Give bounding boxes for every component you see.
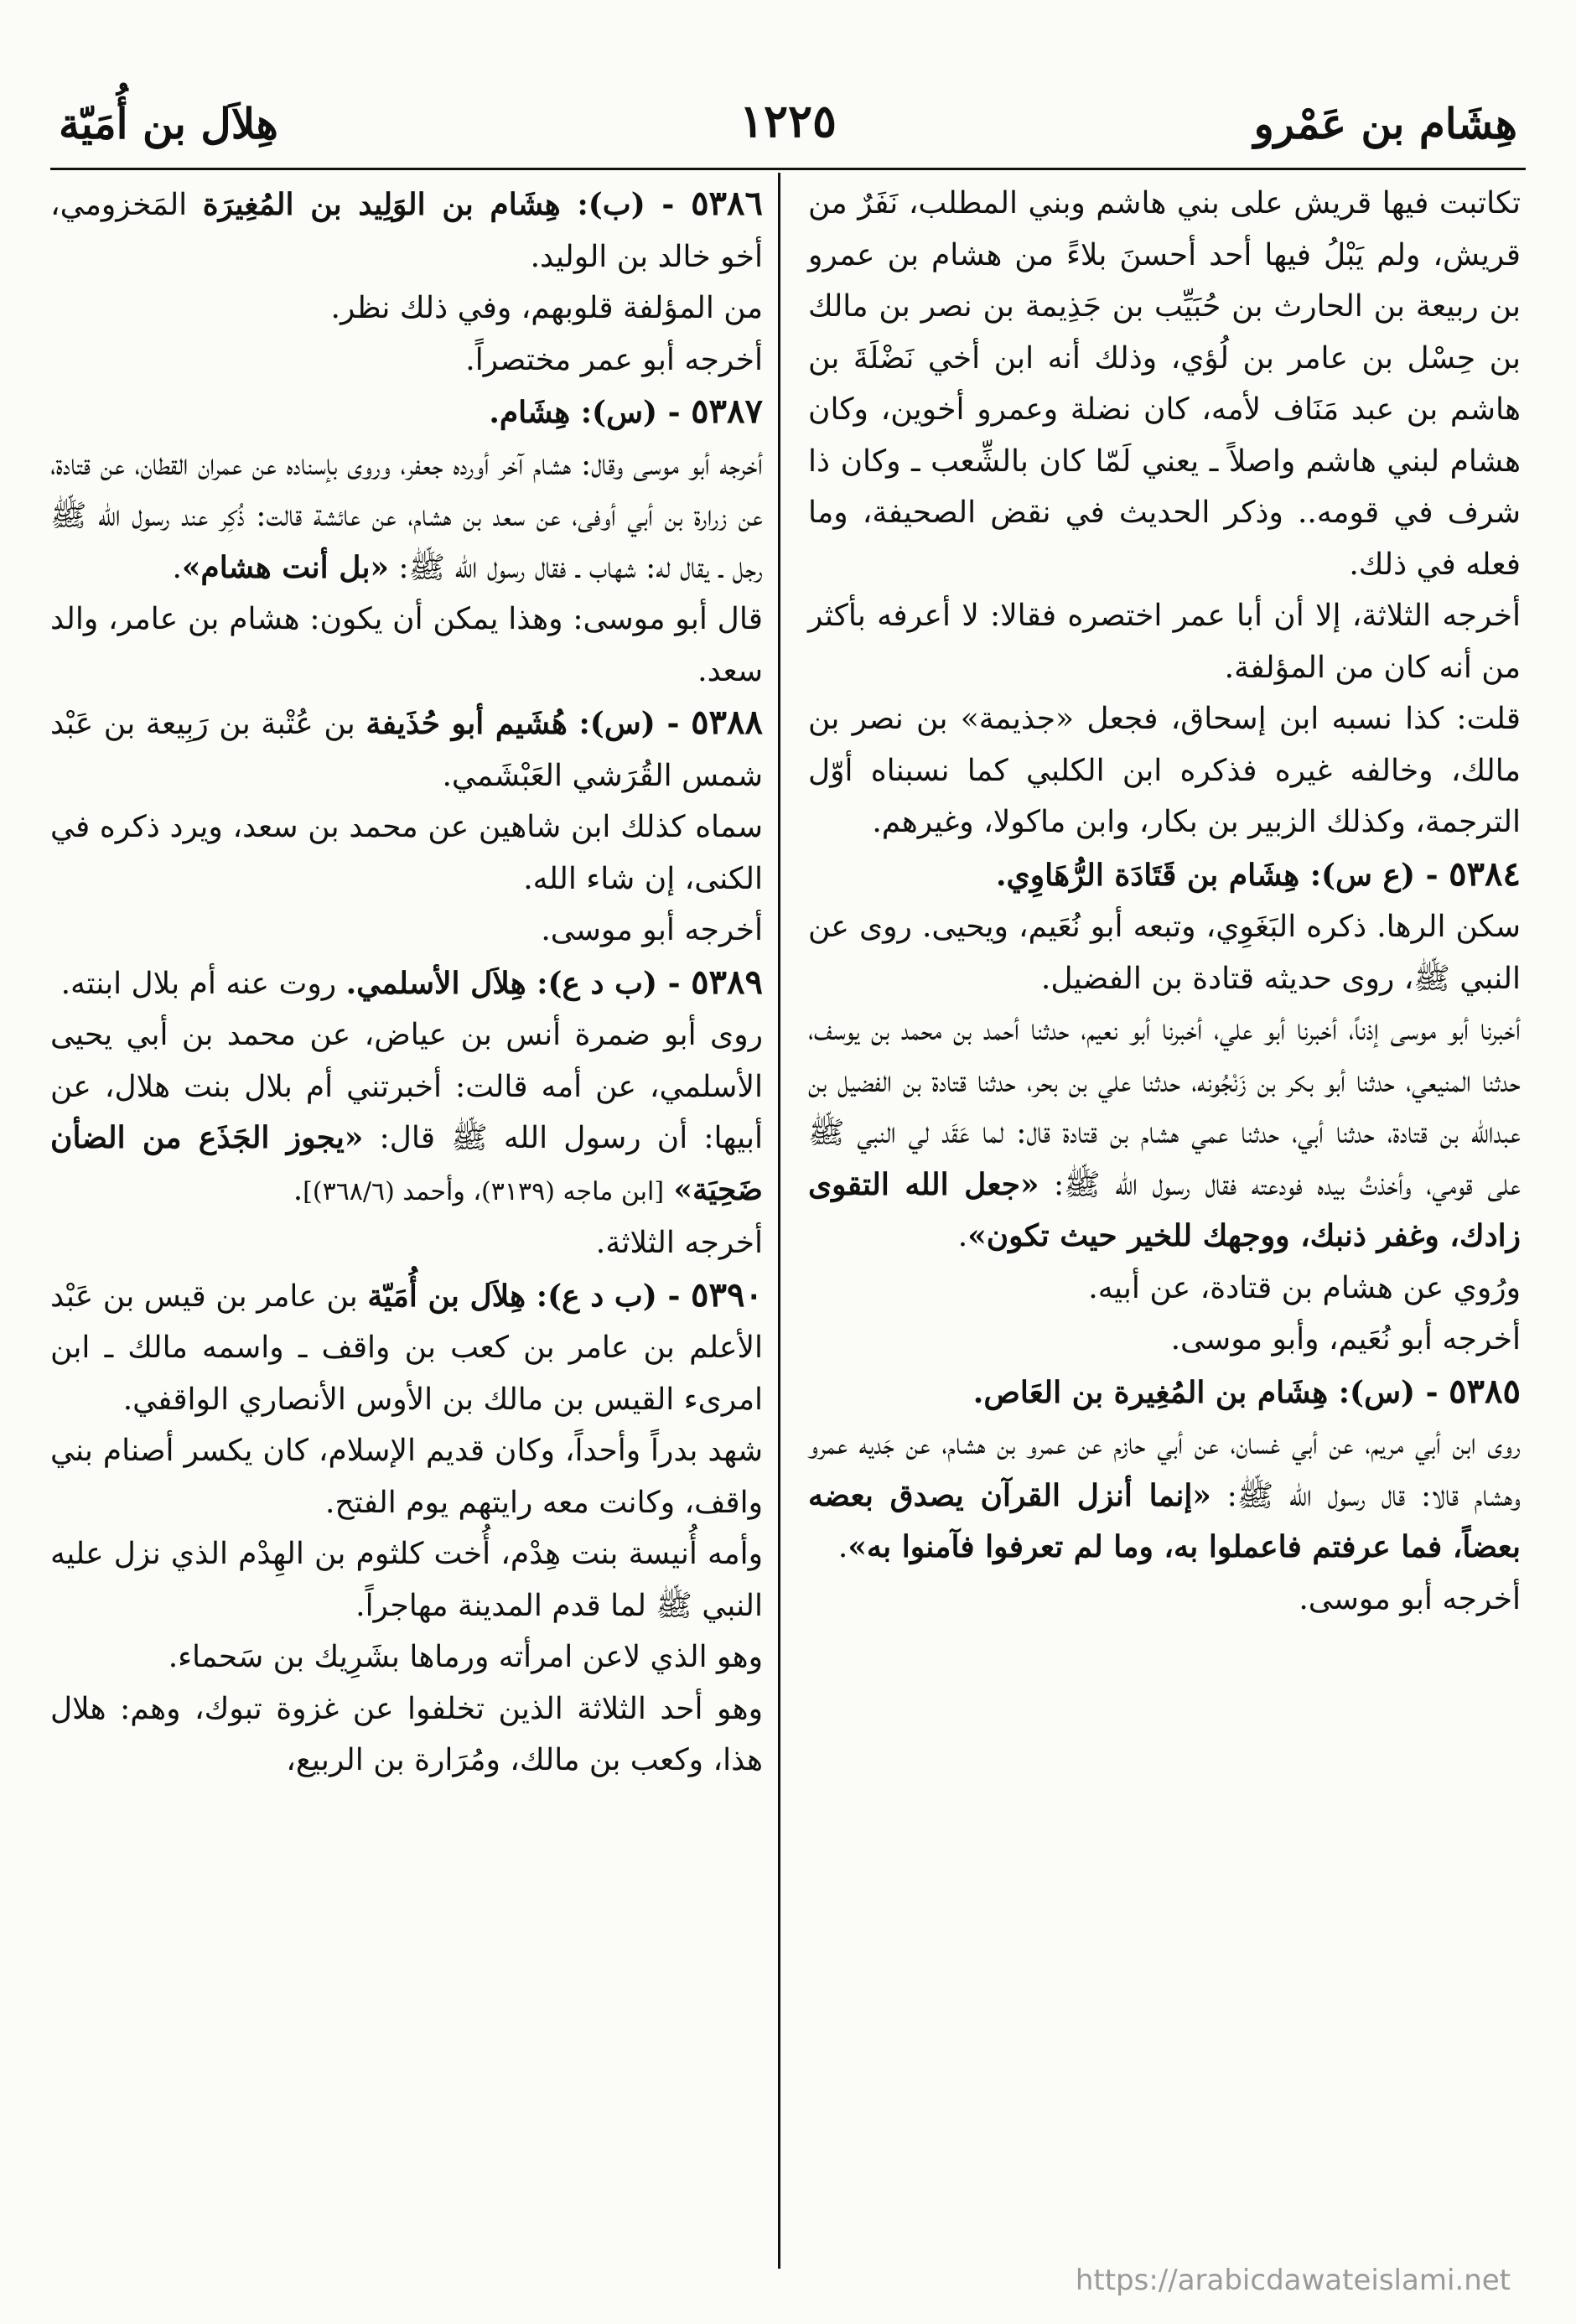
- entry-number: ٥٣٨٧: [691, 392, 763, 431]
- column-divider: [778, 173, 780, 2269]
- paragraph-text: أخرجه الثلاثة.: [595, 1226, 763, 1260]
- entry-number: ٥٣٨٦: [691, 184, 763, 223]
- entry-title: - (ب د ع): هِلاَل بن أُمَيّة: [367, 1278, 692, 1314]
- right-column: [808, 178, 1521, 1625]
- text-paragraph: [808, 590, 1521, 693]
- paragraph-text: .: [293, 1172, 303, 1207]
- hadith-quote: «جعل الله التقوى زادك، وغفر ذنبك، ووجهك للخير حيث تكون»: [808, 1166, 1521, 1253]
- text-paragraph: [50, 594, 763, 697]
- text-paragraph: [50, 1217, 763, 1269]
- text-paragraph: [808, 1004, 1521, 1263]
- header-rule: [50, 168, 1526, 170]
- text-paragraph: [50, 1631, 763, 1683]
- entry-title: - (س): هِشَام بن المُغِيرة بن العَاص.: [972, 1374, 1449, 1410]
- text-paragraph: [50, 1683, 763, 1787]
- paragraph-text: أخرجه أبو موسى.: [541, 913, 763, 947]
- text-paragraph: [50, 439, 763, 594]
- entry-title: - (ب د ع): هِلاَل الأسلمي.: [345, 965, 692, 1001]
- paragraph-text: أخرجه أبو موسى وقال: هشام آخر أورده جعفر، وروى بإسناده عن عمران القطان، عن قتادة، عن زرارة بن أبي أوفى، عن سعد بن هشام، عن عائشة قالت: ذُكِر عند رسول الله ﷺ رجل ـ يقال له: شهاب ـ فقال رسول الله ﷺ:: [50, 447, 763, 585]
- entry-title: - (ب): هِشَام بن الوَلِيد بن المُغِيرَة: [202, 187, 692, 222]
- paragraph-text: [664, 1173, 673, 1207]
- text-paragraph: [808, 1574, 1521, 1626]
- paragraph-text: .: [957, 1219, 968, 1253]
- paragraph-text: أخرجه الثلاثة، إلا أن أبا عمر اختصره فقالا: لا أعرفه بأكثر من أنه كان من المؤلفة.: [808, 599, 1521, 685]
- paragraph-text: أخرجه أبو عمر مختصراً.: [465, 342, 763, 377]
- page-number: ١٢٢٥: [739, 94, 837, 148]
- running-title-left: هِلاَل بن أُمَيّة: [59, 99, 278, 148]
- text-paragraph: [50, 1009, 763, 1217]
- paragraph-text: تكاتبت فيها قريش على بني هاشم وبني المطلب، نَفَرٌ من قريش، ولم يَبْلُ فيها أحد أحسنَ بلاءً من هشام بن عمرو بن ربيعة بن الحارث بن حُبَيِّب بن جَذِيمة بن نصر بن مالك بن حِسْل بن عامر بن لُؤي، وذلك أنه ابن أخي نَضْلَةَ بن هاشم بن عبد مَنَاف لأمه، كان نضلة وعمرو أخوين، وكان هشام لبني هاشم واصلاً ـ يعني لَمّا كان بالشِّعب ـ وكان ذا شرف في قومه.. وذكر الحديث في نقض الصحيفة، وما فعله في ذلك.: [808, 186, 1521, 582]
- running-title-right: هِشَام بن عَمْرو: [1253, 99, 1517, 148]
- paragraph-text: وأمه أُنيسة بنت هِدْم، أُخت كلثوم بن الهِدْم الذي نزل عليه النبي ﷺ لما قدم المدينة مهاجراً.: [50, 1537, 763, 1623]
- paragraph-text: وهو أحد الثلاثة الذين تخلفوا عن غزوة تبوك، وهم: هلال هذا، وكعب بن مالك، ومُرَارة بن الربيع،: [50, 1691, 763, 1777]
- paragraph-text: أخرجه أبو موسى.: [1299, 1581, 1521, 1616]
- entry-heading-paragraph: [50, 1269, 763, 1426]
- paragraph-text: ورُوي عن هشام بن قتادة، عن أبيه.: [1088, 1270, 1521, 1305]
- paragraph-text: أخرجه أبو نُعَيم، وأبو موسى.: [1170, 1322, 1521, 1357]
- text-paragraph: [808, 1314, 1521, 1366]
- paragraph-text: قلت: كذا نسبه ابن إسحاق، فجعل «جذيمة» بن نصر بن مالك، وخالفه غيره فذكره ابن الكلبي كما نسبناه أوّل الترجمة، وكذلك الزبير بن بكار، وابن ماكولا، وغيرهم.: [808, 702, 1521, 839]
- text-paragraph: [50, 1425, 763, 1528]
- paragraph-text: روت عنه أم بلال ابنته.: [60, 966, 346, 1001]
- text-paragraph: [50, 335, 763, 386]
- text-paragraph: [808, 1419, 1521, 1574]
- paragraph-text: وهو الذي لاعن امرأته ورماها بشَرِيك بن سَحماء.: [168, 1640, 763, 1674]
- hadith-quote: «إنما أنزل القرآن يصدق بعضه بعضاً، فما عرفتم فاعملوا به، وما لم تعرفوا فآمنوا به»: [808, 1477, 1521, 1564]
- citation-ref: [ابن ماجه (٣١٣٩)، وأحمد (٣٦٨/٦)]: [303, 1176, 665, 1206]
- entry-title: - (س): هِشَام.: [489, 395, 692, 430]
- text-paragraph: [808, 178, 1521, 590]
- entry-heading-paragraph: [50, 957, 763, 1010]
- paragraph-text: سكن الرها. ذكره البَغَوِي، وتبعه أبو نُعَيم، ويحيى. روى عن النبي ﷺ، روى حديثه قتادة بن الفضيل.: [808, 910, 1521, 996]
- entry-number: ٥٣٨٥: [1449, 1371, 1521, 1411]
- watermark-url: https://arabicdawateislami.net: [1075, 2264, 1511, 2297]
- paragraph-text: أخبرنا أبو موسى إذناً، أخبرنا أبو علي، أخبرنا أبو نعيم، حدثنا أحمد بن محمد بن يوسف، حدثنا المنيعي، حدثنا أبو بكر بن زَنْجُونه، حدثنا علي بن بحر، حدثنا قتادة بن الفضيل بن عبدالله بن قتادة، حدثنا أبي، حدثنا عمي هشام بن قتادة قال: لما عَقَد لي النبي ﷺ على قومي، وأخذتُ بيده فودعته فقال رسول الله ﷺ:: [808, 1013, 1521, 1202]
- left-column: [50, 178, 763, 1787]
- entry-number: ٥٣٨٩: [691, 962, 763, 1002]
- entry-heading-paragraph: [50, 697, 763, 801]
- text-paragraph: [50, 801, 763, 905]
- text-paragraph: [50, 1528, 763, 1631]
- paragraph-text: قال أبو موسى: وهذا يمكن أن يكون: هشام بن عامر، والد سعد.: [50, 602, 763, 688]
- paragraph-text: بن عامر بن قيس بن عَبْد الأعلم بن عامر بن كعب بن واقف ـ واسمه مالك ـ ابن امرىء القيس بن مالك بن الأوس الأنصاري الواقفي.: [50, 1279, 763, 1417]
- entry-heading-paragraph: [50, 386, 763, 439]
- entry-title: - (ع س): هِشَام بن قَتَادَة الرُّهَاوِي.: [996, 857, 1449, 893]
- paragraph-text: شهد بدراً وأحداً، وكان قديم الإسلام، كان يكسر أصنام بني واقف، وكانت معه رايتهم يوم الفتح.: [50, 1434, 763, 1520]
- text-paragraph: [50, 905, 763, 957]
- entry-heading-paragraph: [808, 848, 1521, 902]
- paragraph-text: المَخزومي، أخو خالد بن الوليد.: [50, 188, 763, 274]
- hadith-quote: «يجوز الجَذَع من الضأن ضَحِيَة»: [50, 1120, 763, 1207]
- entry-number: ٥٣٩٠: [691, 1274, 763, 1315]
- entry-number: ٥٣٨٨: [691, 703, 763, 742]
- paragraph-text: بن عُتْبة بن رَبِيعة بن عَبْد شمس القُرَشي العَبْشَمي.: [50, 707, 763, 793]
- text-paragraph: [808, 1263, 1521, 1315]
- entry-number: ٥٣٨٤: [1449, 853, 1521, 894]
- text-paragraph: [808, 693, 1521, 848]
- paragraph-text: سماه كذلك ابن شاهين عن محمد بن سعد، ويرد ذكره في الكنى، إن شاء الله.: [50, 810, 763, 896]
- paragraph-text: .: [172, 550, 182, 585]
- entry-heading-paragraph: [808, 1366, 1521, 1419]
- text-paragraph: [50, 283, 763, 335]
- text-paragraph: [808, 901, 1521, 1004]
- paragraph-text: .: [837, 1530, 848, 1564]
- hadith-quote: «بل أنت هشام»: [181, 549, 389, 585]
- page-header: [59, 94, 1517, 158]
- entry-title: - (س): هُشَيم أبو حُذَيفة: [365, 706, 692, 741]
- paragraph-text: من المؤلفة قلوبهم، وفي ذلك نظر.: [330, 291, 763, 325]
- entry-heading-paragraph: [50, 178, 763, 283]
- paragraph-text: روى ابن أبي مريم، عن أبي غسان، عن أبي حازم عن عمرو بن هشام، عن جَديه عمرو وهشام قالا: قال رسول الله ﷺ:: [808, 1427, 1521, 1513]
- paragraph-text: روى أبو ضمرة أنس بن عياض، عن محمد بن أبي يحيى الأسلمي، عن أمه قالت: أخبرتني أم بلال بنت هلال، عن أبيها: أن رسول الله ﷺ قال:: [50, 1018, 763, 1155]
